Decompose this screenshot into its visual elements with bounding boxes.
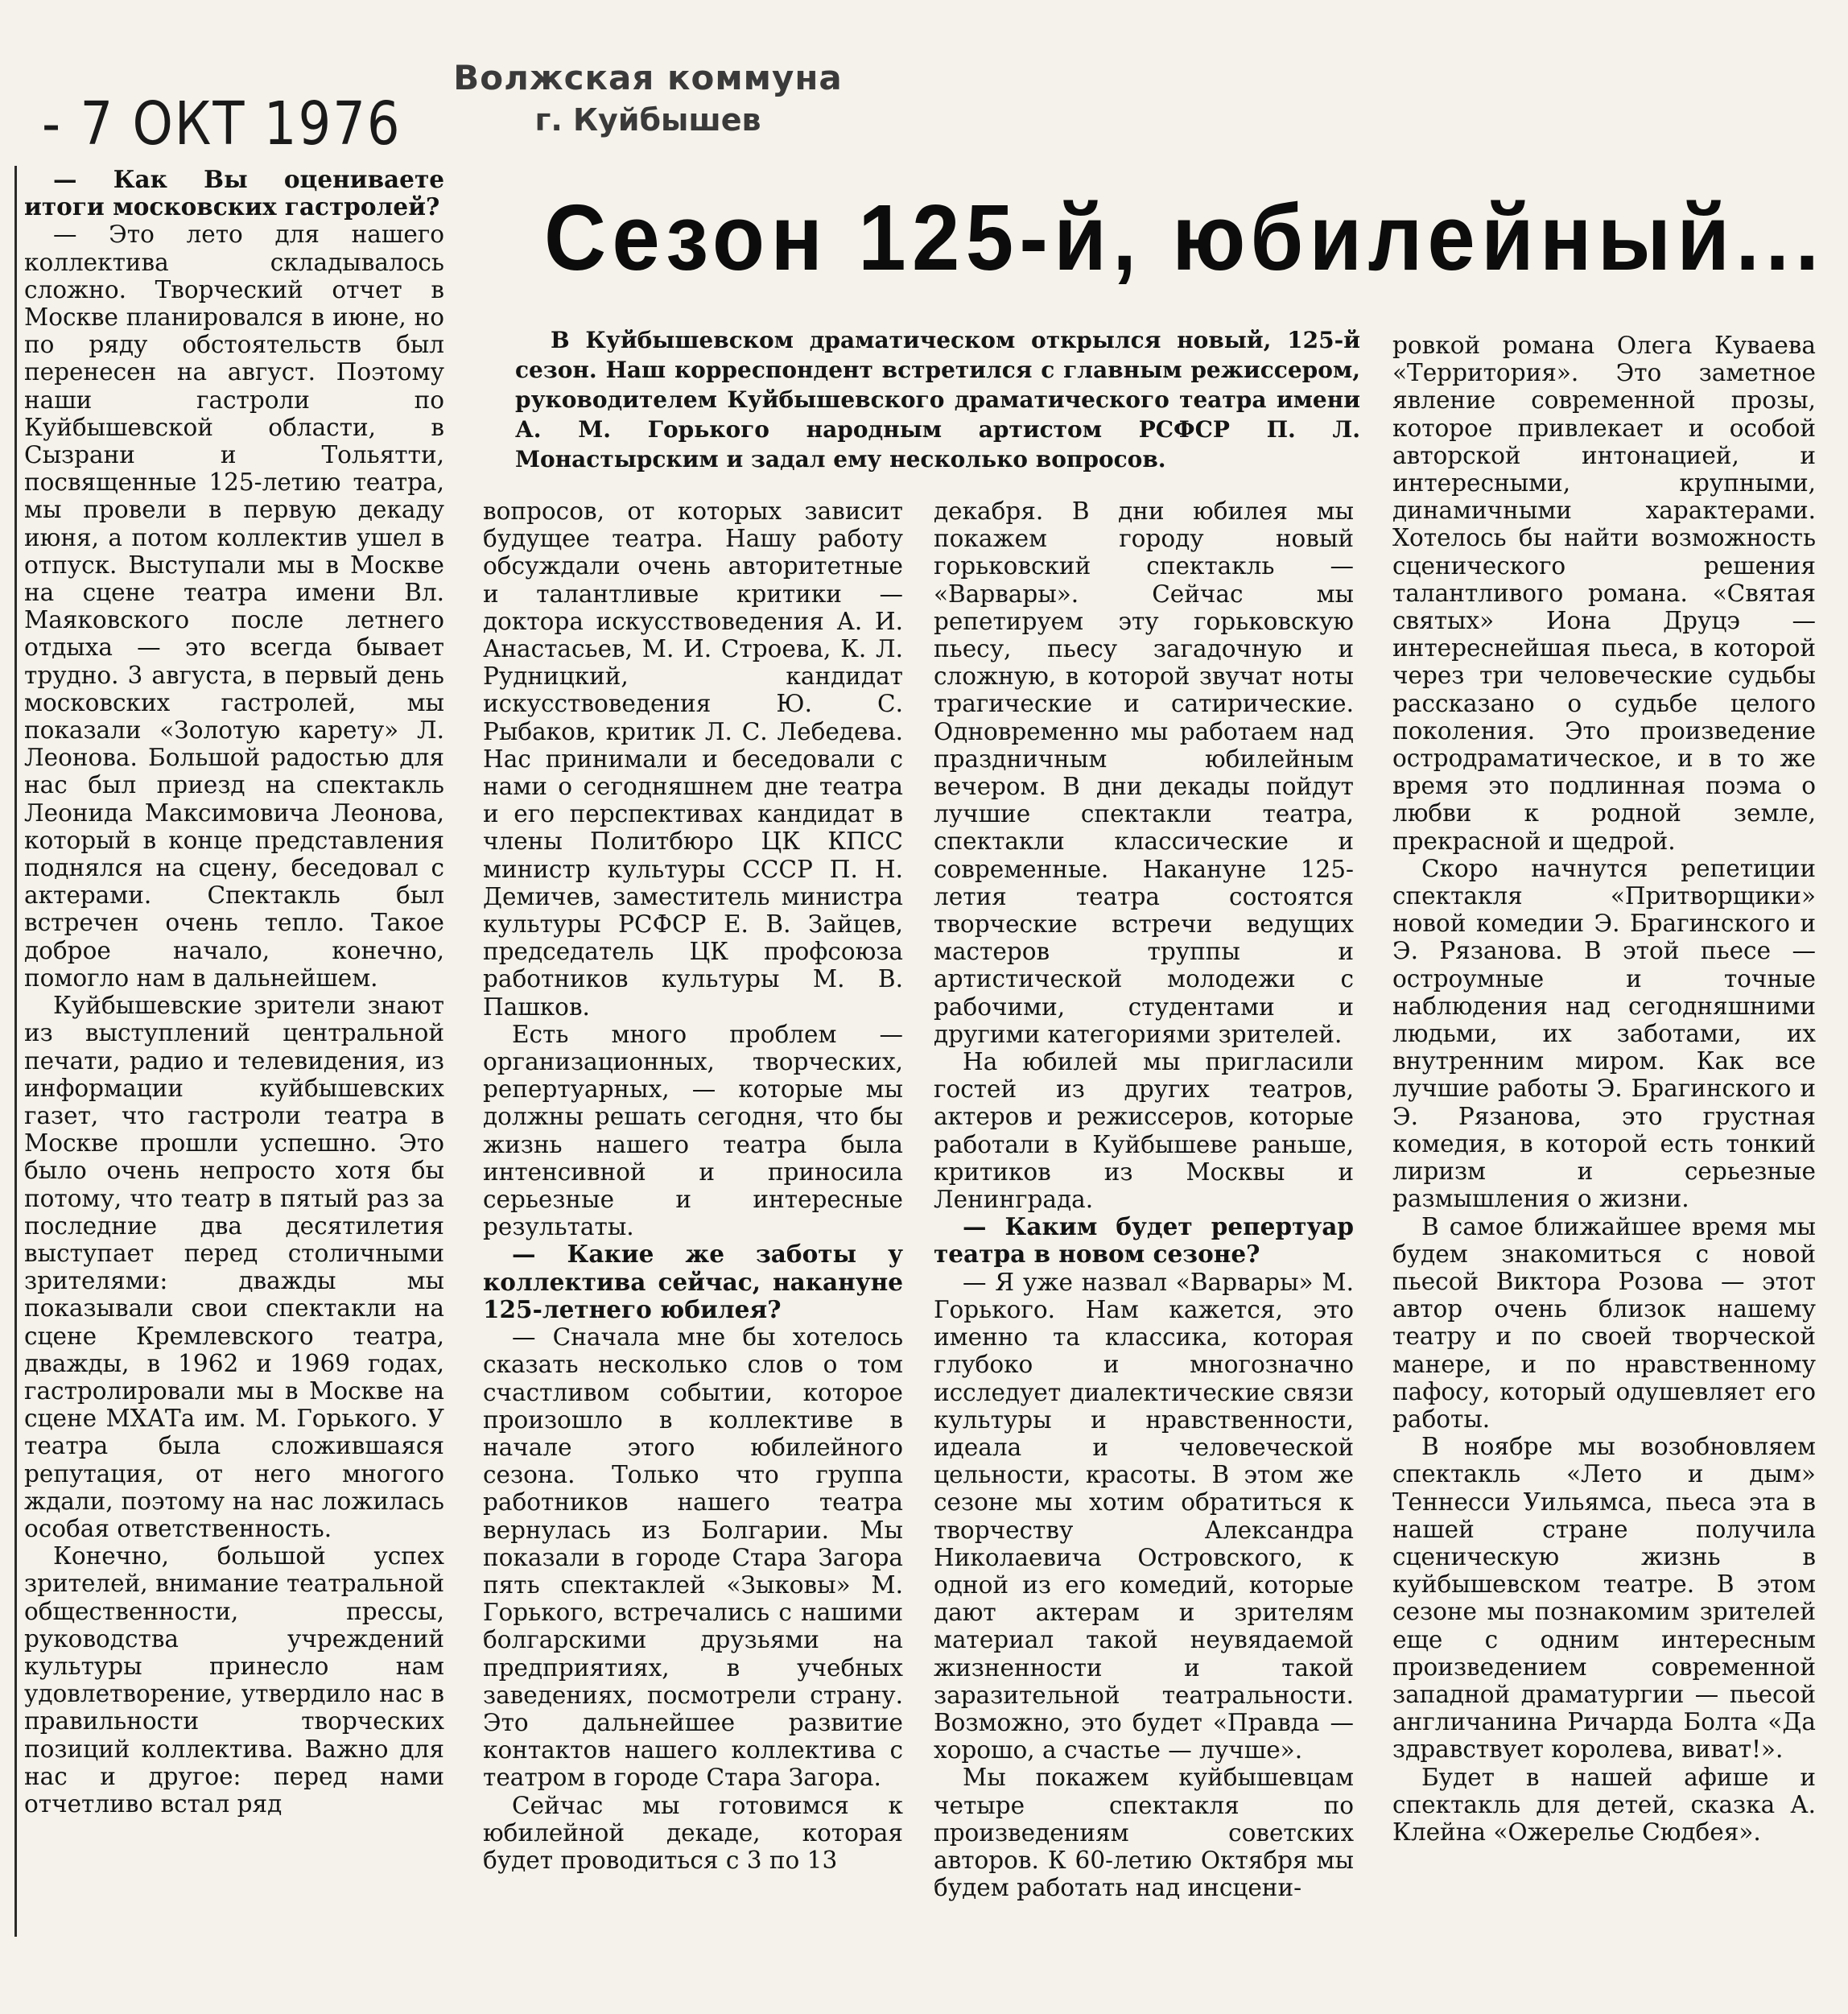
article-column-3 xyxy=(934,497,1354,1956)
article-paragraph: На юбилей мы пригласили гостей из других театров, актеров и режиссеров, которые работали в Куйбышеве раньше, критиков из Москвы и Ленинграда. xyxy=(934,1048,1354,1214)
article-column-2 xyxy=(483,497,903,1956)
article-paragraph: ровкой романа Олега Куваева «Территория». Это заметное явление современной прозы, которое привлекает и особой авторской интонацией, и интересными, крупными, динамичными характерами. Хотелось бы найти возможность сценического решения талантливого романа. «Святая святых» Иона Друцэ — интереснейшая пьеса, в которой через три человеческие судьбы рассказано о судьбе целого поколения. Это произведение остродраматическое, и в то же время это подлинная поэма о любви к родной земле, прекрасной и щедрой. xyxy=(1392,332,1816,855)
article-paragraph: В ноябре мы возобновляем спектакль «Лето и дым» Теннесси Уильямса, пьеса эта в нашей стране получила сценическую жизнь в куйбышевском театре. В этом сезоне мы познакомим зрителей еще с одним интересным произведением современной западной драматургии — пьесой англичанина Ричарда Болта «Да здравствует королева, виват!». xyxy=(1392,1433,1816,1764)
article-paragraph: — Как Вы оцениваете итоги московских гастролей? xyxy=(24,166,444,221)
article-paragraph: Куйбышевские зрители знают из выступлений центральной печати, радио и телевидения, из информации куйбышевских газет, что гастроли театра в Москве прошли успешно. Это было очень непросто хотя бы потому, что театр в пятый раз за последние два десятилетия выступает перед столичными зрителями: дважды мы показывали свои спектакли на сцене Кремлевского театра, дважды, в 1962 и 1969 годах, гастролировали мы в Москве на сцене МХАТа им. М. Горького. У театра была сложившаяся репутация, от него многого ждали, поэтому на нас ложилась особая ответственность. xyxy=(24,992,444,1542)
article-paragraph: — Я уже назвал «Варвары» М. Горького. Нам кажется, это именно та классика, которая глубоко и многозначно исследует диалектические связи культуры и нравственности, идеала и человеческой цельности, красоты. В этом же сезоне мы хотим обратиться к творчеству Александра Николаевича Островского, к одной из его комедий, которые дают актерам и зрителям материал такой неувядаемой жизненности и такой заразительной театральности. Возможно, это будет «Правда — хорошо, а счастье — лучше». xyxy=(934,1268,1354,1764)
article-paragraph: Конечно, большой успех зрителей, внимание театральной общественности, прессы, руководства учреждений культуры принесло нам удовлетворение, утвердило нас в правильности творческих позиций коллектива. Важно для нас и другое: перед нами отчетливо встал ряд xyxy=(24,1542,444,1818)
article-paragraph: Мы покажем куйбышевцам четыре спектакля по произведениям советских авторов. К 60-летию Октября мы будем работать над инсцени- xyxy=(934,1764,1354,1902)
article-paragraph: — Сначала мне бы хотелось сказать несколько слов о том счастливом событии, которое произошло в коллективе в начале этого юбилейного сезона. Только что группа работников нашего театра вернулась из Болгарии. Мы показали в городе Стара Загора пять спектаклей «Зыковы» М. Горького, встречались с нашими болгарскими друзьями на предприятиях, в учебных заведениях, посмотрели страну. Это дальнейшее развитие контактов нашего коллектива с театром в городе Стара Загора. xyxy=(483,1323,903,1792)
article-paragraph: Будет в нашей афише и спектакль для детей, сказка А. Клейна «Ожерелье Сюдбея». xyxy=(1392,1763,1816,1846)
article-paragraph: Есть много проблем — организационных, творческих, репертуарных, — которые мы должны решать сегодня, что бы жизнь нашего театра была интенсивной и приносила серьезные и интересные результаты. xyxy=(483,1020,903,1241)
date-stamp: - 7 ОКТ 1976 xyxy=(42,90,402,159)
article-column-4 xyxy=(1392,332,1816,1958)
source-stamp xyxy=(447,58,849,138)
article-paragraph: Скоро начнутся репетиции спектакля «Притворщики» новой комедии Э. Брагинского и Э. Рязанова. В этой пьесе — остроумные и точные наблюдения над сегодняшними людьми, их заботами, их внутренним миром. Как все лучшие работы Э. Брагинского и Э. Рязанова, это грустная комедия, в которой есть тонкий лиризм и серьезные размышления о жизни. xyxy=(1392,854,1816,1213)
source-stamp-city: г. Куйбышев xyxy=(534,102,761,138)
article-column-1 xyxy=(24,166,444,1937)
source-stamp-newspaper: Волжская коммуна xyxy=(453,58,843,97)
article-paragraph: вопросов, от которых зависит будущее театра. Нашу работу обсуждали очень авторитетные и талантливые критики — доктора искусствоведения А. И. Анастасьев, М. И. Строева, К. Л. Рудницкий, кандидат искусствоведения Ю. С. Рыбаков, критик Л. С. Лебедева. Нас принимали и беседовали с нами о сегодняшнем дне театра и его перспективах кандидат в члены Политбюро ЦК КПСС министр культуры СССР П. Н. Демичев, заместитель министра культуры РСФСР Е. В. Зайцев, председатель ЦК профсоюза работников культуры М. В. Пашков. xyxy=(483,497,903,1021)
article-intro: В Куйбышевском драматическом открылся новый, 125-й сезон. Наш корреспондент встретился с главным режиссером, руководителем Куйбышевского драматического театра имени А. М. Горького народным артистом РСФСР П. Л. Монастырским и задал ему несколько вопросов. xyxy=(515,327,1360,473)
article-headline: Сезон 125-й, юбилейный... xyxy=(544,185,1825,290)
article-paragraph: декабря. В дни юбилея мы покажем городу новый горьковский спектакль — «Варвары». Сейчас мы репетируем эту горьковскую пьесу, пьесу загадочную и сложную, в которой звучат ноты трагические и сатирические. Одновременно мы работаем над праздничным юбилейным вечером. В дни декады пойдут лучшие спектакли театра, спектакли классические и современные. Накануне 125-летия театра состоятся творческие встречи ведущих мастеров труппы и артистической молодежи с рабочими, студентами и другими категориями зрителей. xyxy=(934,497,1354,1048)
article-paragraph: В самое ближайшее время мы будем знакомиться с новой пьесой Виктора Розова — этот автор очень близок нашему театру и по своей творческой манере, и по нравственному пафосу, который одушевляет его работы. xyxy=(1392,1212,1816,1433)
article-paragraph: Сейчас мы готовимся к юбилейной декаде, которая будет проводиться с 3 по 13 xyxy=(483,1791,903,1874)
article-paragraph: — Какие же заботы у коллектива сейчас, накануне 125-летнего юбилея? xyxy=(483,1240,903,1323)
article-paragraph: — Это лето для нашего коллектива складывалось сложно. Творческий отчет в Москве планировался в июне, но по ряду обстоятельств был перенесен на август. Поэтому наши гастроли по Куйбышевской области, в Сызрани и Тольятти, посвященные 125-летию театра, мы провели в первую декаду июня, а потом коллектив ушел в отпуск. Выступали мы в Москве на сцене театра имени Вл. Маяковского после летнего отдыха — это всегда бывает трудно. 3 августа, в первый день московских гастролей, мы показали «Золотую карету» Л. Леонова. Большой радостью для нас был приезд на спектакль Леонида Максимовича Леонова, который в конце представления поднялся на сцену, беседовал с актерами. Спектакль был встречен очень тепло. Такое доброе начало, конечно, помогло нам в дальнейшем. xyxy=(24,221,444,992)
left-column-rule xyxy=(14,166,17,1937)
article-paragraph: — Каким будет репертуар театра в новом сезоне? xyxy=(934,1212,1354,1269)
